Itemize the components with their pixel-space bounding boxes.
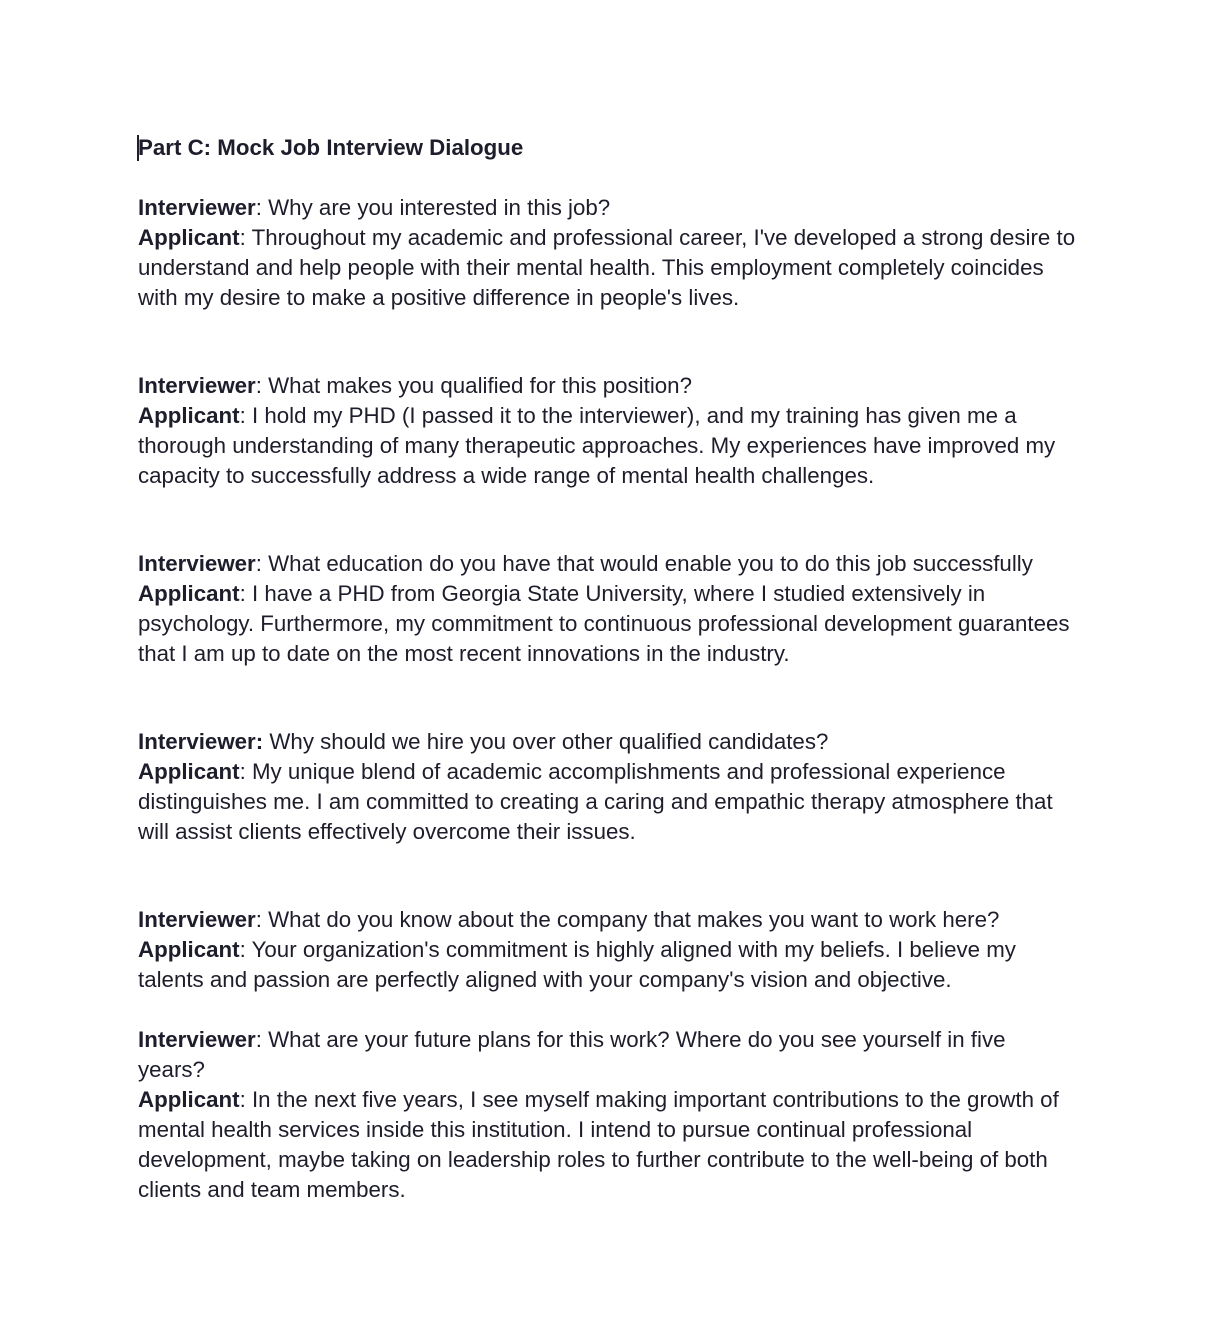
applicant-line: Applicant: My unique blend of academic accomplishments and professional experience distinguishes me. I am committed to creating a caring and empathic therapy atmosphere that will assist clients effectively overcome their issues. xyxy=(138,759,1053,844)
spacer xyxy=(138,313,1078,371)
applicant-label: Applicant xyxy=(138,403,240,428)
interviewer-line xyxy=(138,727,1078,757)
spacer xyxy=(138,491,1078,549)
applicant-line: Applicant: Your organization's commitment is highly aligned with my beliefs. I believe my talents and passion are perfectly aligned with your company's vision and objective. xyxy=(138,937,1016,992)
document-title: Part C: Mock Job Interview Dialogue xyxy=(138,135,524,160)
applicant-line: Applicant: Throughout my academic and professional career, I've developed a strong desire to understand and help people with their mental health. This employment completely coincides with my desire to make a positive difference in people's lives. xyxy=(138,225,1076,310)
interviewer-line: Interviewer: What are your future plans for this work? Where do you see yourself in five years? xyxy=(138,1027,1006,1082)
spacer xyxy=(138,669,1078,727)
text-cursor xyxy=(137,135,139,161)
spacer xyxy=(138,163,1078,193)
question-text: What are your future plans for this work? Where do you see yourself in five years? xyxy=(138,1027,1006,1082)
interviewer-line: Interviewer: What makes you qualified for this position? xyxy=(138,373,692,398)
interviewer-label: Interviewer xyxy=(138,1027,256,1052)
question-text: What do you know about the company that makes you want to work here? xyxy=(268,907,1000,932)
question-text: What education do you have that would enable you to do this job successfully xyxy=(268,551,1033,576)
answer-text: In the next five years, I see myself making important contributions to the growth of mental health services inside this institution. I intend to pursue continual professional development, maybe taking on leadership roles to further contribute to the well-being of both clients and team members. xyxy=(138,1087,1059,1202)
applicant-label: Applicant xyxy=(138,759,240,784)
interviewer-line: Interviewer: Why are you interested in this job? xyxy=(138,195,611,220)
interviewer-line: Interviewer: What do you know about the company that makes you want to work here? xyxy=(138,907,1000,932)
applicant-line: Applicant: In the next five years, I see myself making important contributions to the growth of mental health services inside this institution. I intend to pursue continual professional development, maybe taking on leadership roles to further contribute to the well-being of both clients and team members. xyxy=(138,1087,1059,1202)
question-text: Why should we hire you over other qualified candidates? xyxy=(269,729,829,754)
answer-text: Throughout my academic and professional career, I've developed a strong desire to understand and help people with their mental health. This employment completely coincides with my desire to make a positive difference in people's lives. xyxy=(138,225,1076,310)
exchange-4 xyxy=(138,727,1078,847)
applicant-label: Applicant xyxy=(138,1087,240,1112)
exchange-5 xyxy=(138,905,1078,995)
spacer xyxy=(138,995,1078,1025)
answer-text: My unique blend of academic accomplishments and professional experience distinguishes me. I am committed to creating a caring and empathic therapy atmosphere that will assist clients effectively overcome their issues. xyxy=(138,759,1053,844)
interviewer-label: Interviewer xyxy=(138,195,256,220)
applicant-line: Applicant: I hold my PHD (I passed it to the interviewer), and my training has given me a thorough understanding of many therapeutic approaches. My experiences have improved my capacity to successfully address a wide range of mental health challenges. xyxy=(138,403,1056,488)
exchange-6 xyxy=(138,1025,1078,1205)
interviewer-line: Interviewer: What education do you have that would enable you to do this job successfully xyxy=(138,551,1033,576)
question-text: Why are you interested in this job? xyxy=(268,195,611,220)
exchange-3 xyxy=(138,549,1078,669)
interviewer-label: Interviewer xyxy=(138,907,256,932)
applicant-line: Applicant: I have a PHD from Georgia State University, where I studied extensively in psychology. Furthermore, my commitment to continuous professional development guarantees that I am up to date on the most recent innovations in the industry. xyxy=(138,581,1070,666)
question-text: What makes you qualified for this position? xyxy=(268,373,692,398)
spacer xyxy=(138,847,1078,905)
answer-text: Your organization's commitment is highly aligned with my beliefs. I believe my talents and passion are perfectly aligned with your company's vision and objective. xyxy=(138,937,1016,992)
exchange-2 xyxy=(138,371,1078,491)
document-body[interactable] xyxy=(138,133,1078,1205)
exchange-1 xyxy=(138,193,1078,313)
interviewer-label: Interviewer xyxy=(138,551,256,576)
interviewer-label: Interviewer xyxy=(138,373,256,398)
answer-text: I have a PHD from Georgia State University, where I studied extensively in psychology. Furthermore, my commitment to continuous professional development guarantees that I am up to date on the most recent innovations in the industry. xyxy=(138,581,1070,666)
applicant-label: Applicant xyxy=(138,225,240,250)
answer-text: I hold my PHD (I passed it to the interviewer), and my training has given me a thorough understanding of many therapeutic approaches. My experiences have improved my capacity to successfully address a wide range of mental health challenges. xyxy=(138,403,1056,488)
applicant-label: Applicant xyxy=(138,581,240,606)
applicant-label: Applicant xyxy=(138,937,240,962)
interviewer-label: Interviewer: xyxy=(138,729,264,754)
